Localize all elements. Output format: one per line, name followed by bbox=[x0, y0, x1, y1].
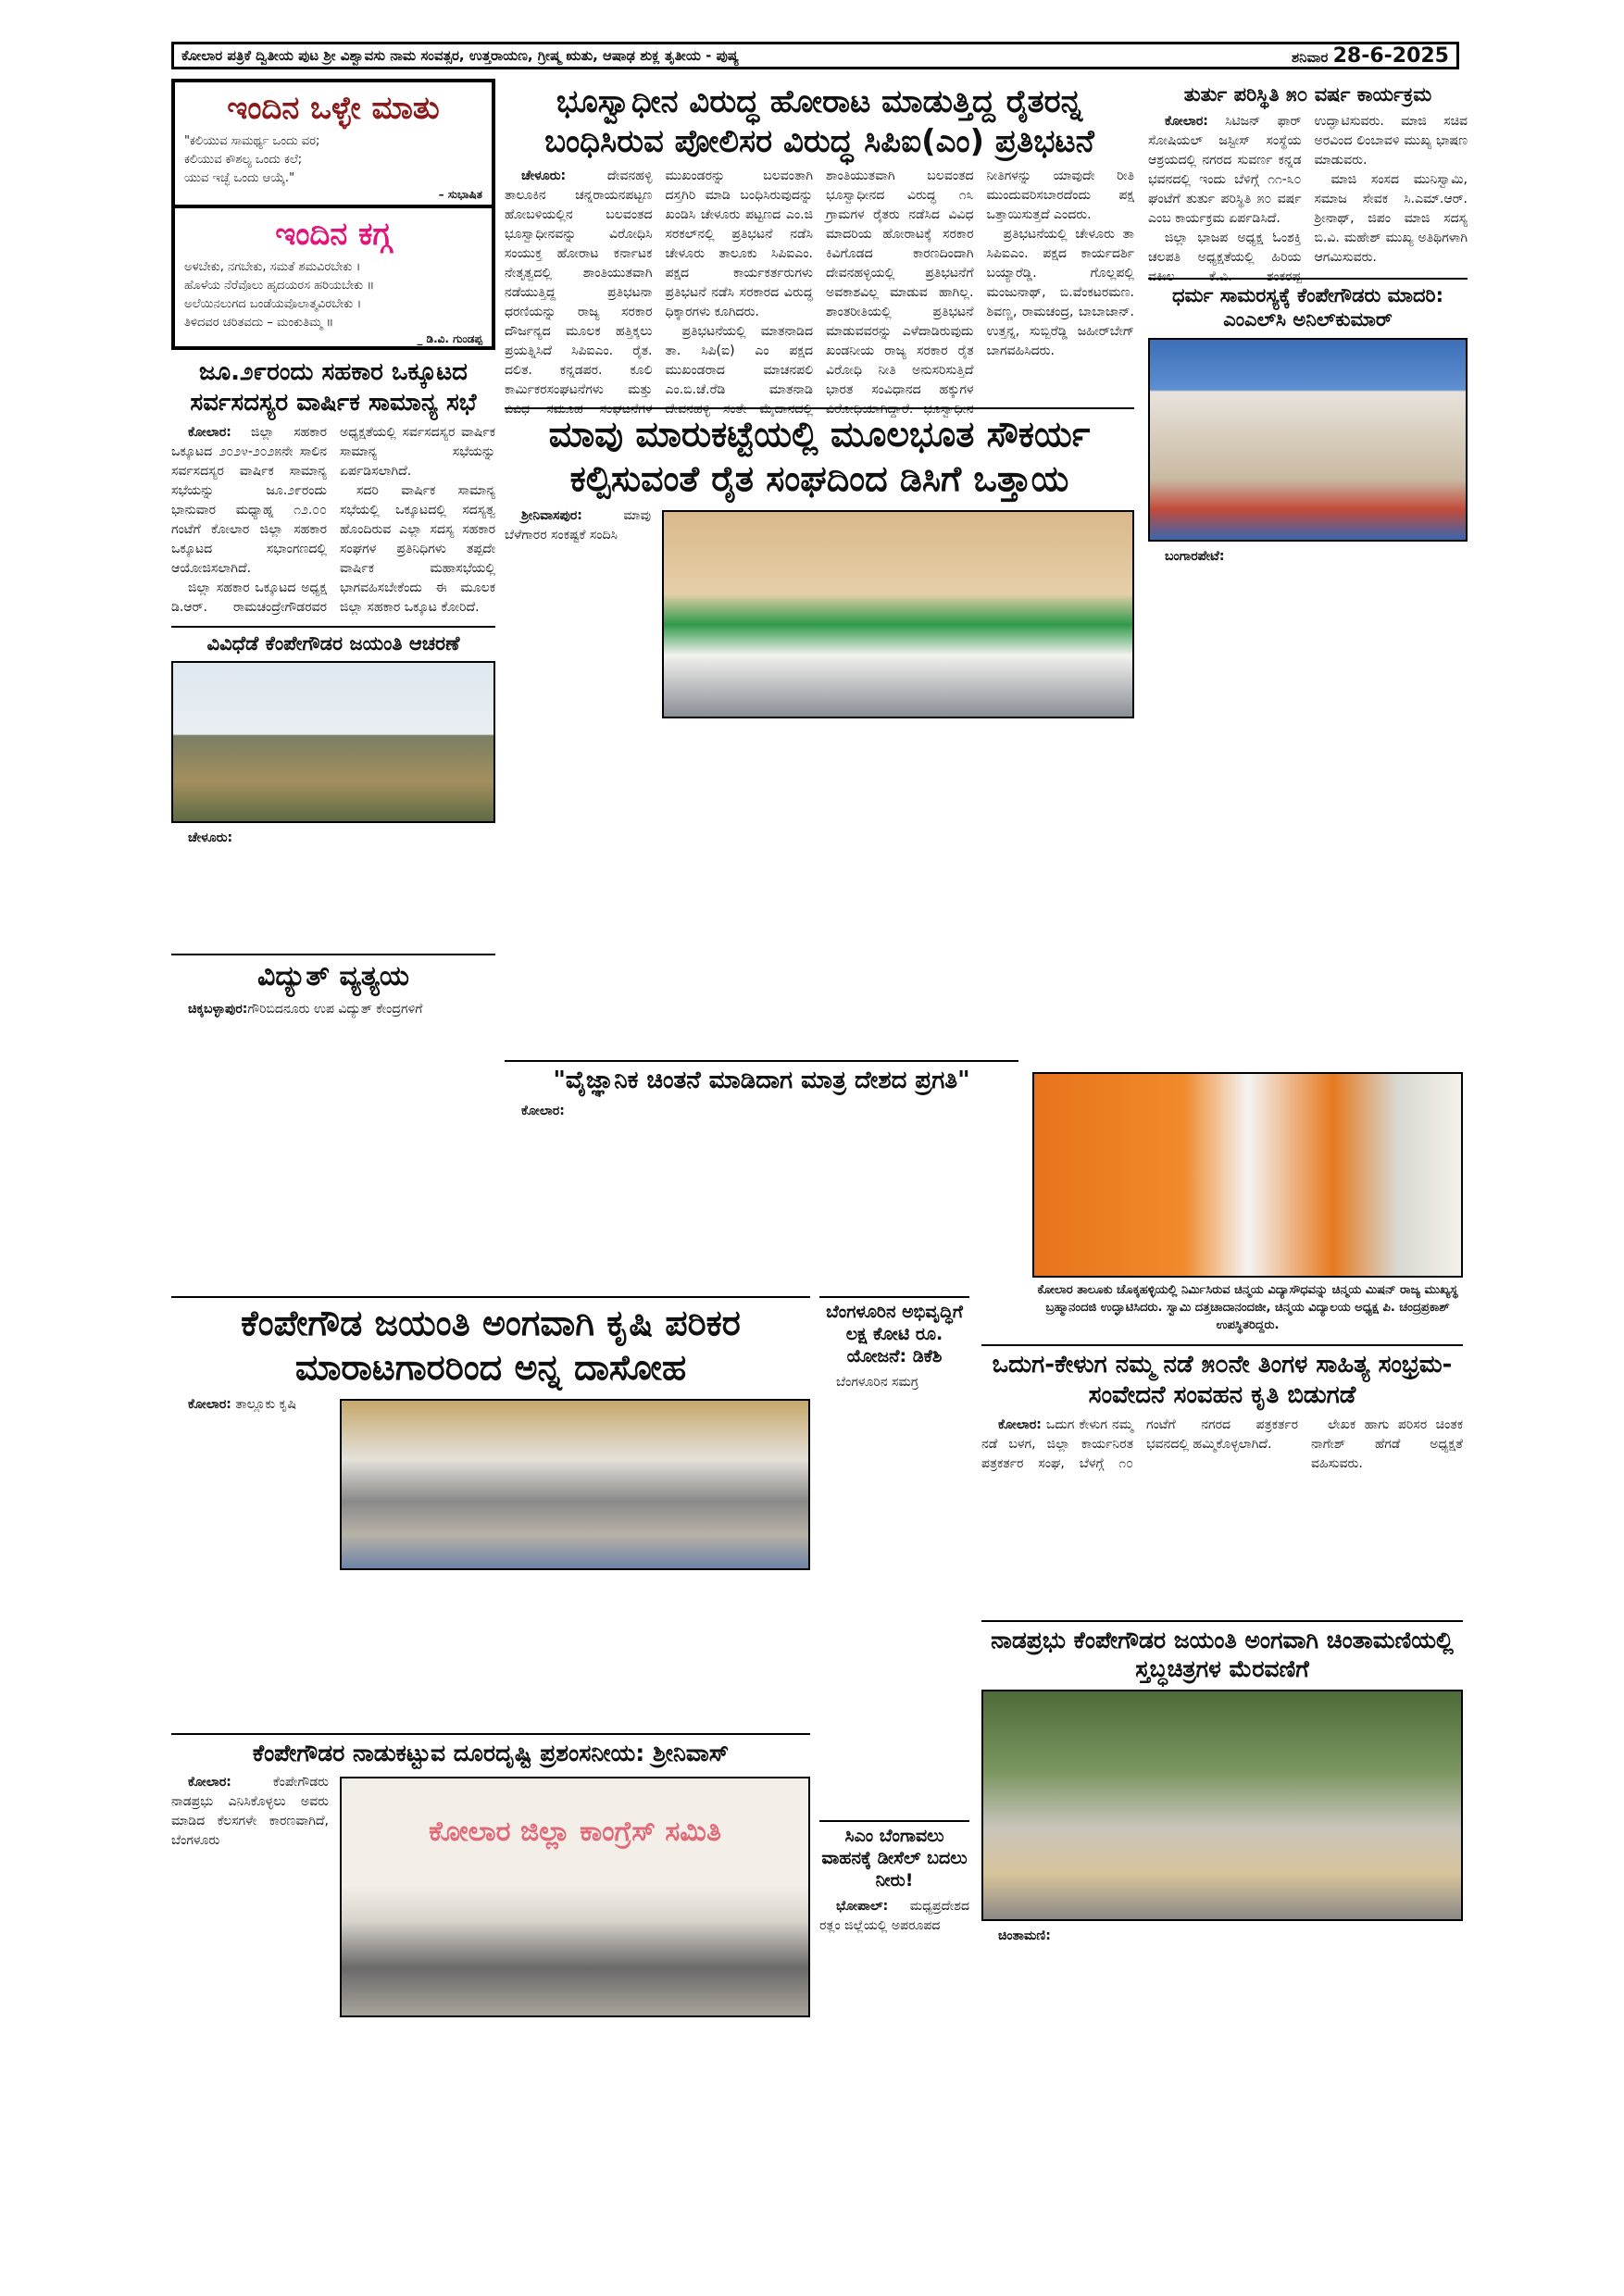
congress-meeting-photo bbox=[340, 1777, 810, 2017]
article-bengaluru-development bbox=[819, 1296, 969, 1815]
headline: ನಾಡಪ್ರಭು ಕೆಂಪೇಗೌಡರ ಜಯಂತಿ ಅಂಗವಾಗಿ ಚಿಂತಾಮಣಿಯಲ್ಲಿ ಸ್ತಬ್ಧಚಿತ್ರಗಳ ಮೆರವಣಿಗೆ bbox=[991, 1627, 1454, 1683]
article-cm-convoy bbox=[819, 1820, 969, 2274]
article-body: ಚೇಳೂರು: bbox=[188, 830, 233, 846]
farmers-mango-photo bbox=[662, 510, 1134, 718]
celebration-photo bbox=[171, 661, 495, 823]
article-body: ಕೋಲಾರ: ಸಿಟಿಜನ್ ಫಾರ್ ಸೋಷಿಯಲ್ ಜಸ್ಟೀಸ್ ಸಂಸ್ಥೆಯ ಆಶ್ರಯದಲ್ಲಿ ನಗರದ ಸುವರ್ಣ ಕನ್ನಡ ಭವನದಲ್ಲಿ ಇಂದು ಬೆಳಿಗ್ಗೆ ೧೧-೩೦ ಘಂಟೆಗೆ ತುರ್ತು ಪರಿಸ್ಥಿತಿ ೫೦ ವರ್ಷ ಎಂಬ ಕಾರ್ಯಕ್ರಮ ಏರ್ಪಡಿಸಿದೆ. ಜಿಲ್ಲಾ ಭಾಜಪ ಅಧ್ಯಕ್ಷ ಓಂಶಕ್ತಿ ಚಲಪತಿ ಅಧ್ಯಕ್ಷತೆಯಲ್ಲಿ ಹಿರಿಯ ವಕೀಲ ಕೆ.ವಿ. ಶಂಕರಪ್ಪ ಉದ್ಘಾಟಿಸುವರು. ಮಾಜಿ ಸಚಿವ ಅರವಿಂದ ಲಿಂಬಾವಳಿ ಮುಖ್ಯ ಭಾಷಣ ಮಾಡುವರು. ಮಾಜಿ ಸಂಸದ ಮುನಿಸ್ವಾಮಿ, ಸಮಾಜ ಸೇವಕ ಸಿ.ಎಮ್.ಆರ್. ಶ್ರೀನಾಥ್, ಜಿಪಂ ಮಾಜಿ ಸದಸ್ಯ ಬಿ.ವಿ. ಮಹೇಶ್ ಮುಖ್ಯ ಅತಿಥಿಗಳಾಗಿ ಆಗಮಿಸುವರು. bbox=[1148, 114, 1468, 285]
article-body: ಕೋಲಾರ: ಒದುಗ ಕೇಳುಗ ನಮ್ಮ ನಡೆ ಬಳಗ, ಜಿಲ್ಲಾ ಕಾರ್ಯನಿರತ ಪತ್ರಕರ್ತರ ಸಂಘ, ಬೆಳಗ್ಗೆ ೧೦ ಗಂಟೆಗೆ ನಗರದ ಪತ್ರಕರ್ತರ ಭವನದಲ್ಲಿ ಹಮ್ಮಿಕೊಳ್ಳಲಾಗಿದೆ. ಲೇಖಕ ಹಾಗು ಪರಿಸರ ಚಿಂತಕ ನಾಗೇಶ್ ಹೆಗಡೆ ಅಧ್ಯಕ್ಷತೆ ವಹಿಸುವರು. bbox=[981, 1417, 1463, 1471]
headline: ಧರ್ಮ ಸಾಮರಸ್ಯಕ್ಕೆ ಕೆಂಪೇಗೌಡರು ಮಾದರಿ: ಎಂಎಲ್‌ಸಿ ಅನಿಲ್‌ಕುಮಾರ್ bbox=[1171, 284, 1444, 331]
article-mango-market bbox=[505, 407, 1134, 1055]
quote-of-the-day-box bbox=[171, 79, 495, 208]
page-header bbox=[171, 42, 1459, 69]
headline: ಭೂಸ್ವಾಧೀನ ವಿರುದ್ಧ ಹೋರಾಟ ಮಾಡುತ್ತಿದ್ದ ರೈತರನ್ನ ಬಂಧಿಸಿರುವ ಪೋಲಿಸರ ವಿರುದ್ಧ ಸಿಪಿಐ(ಎಂ) ಪ್ರತಿಭಟನೆ bbox=[544, 83, 1094, 160]
quote-title: ಇಂದಿನ ಒಳ್ಳೇ ಮಾತು bbox=[227, 90, 440, 127]
article-body: ಕೋಲಾರ: ಜಿಲ್ಲಾ ಸಹಕಾರ ಒಕ್ಕೂಟದ ೨೦೨೪-೨೦೨೫ನೇ ಸಾಲಿನ ಸರ್ವಸದಸ್ಯರ ವಾರ್ಷಿಕ ಸಾಮಾನ್ಯ ಸಭೆಯನ್ನು ಜೂ.೨೯ರಂದು ಭಾನುವಾರ ಮಧ್ಯಾಹ್ನ ೧೨.೦೦ ಗಂಟೆಗೆ ಕೋಲಾರ ಜಿಲ್ಲಾ ಸಹಕಾರ ಒಕ್ಕೂಟದ ಸಭಾಂಗಣದಲ್ಲಿ ಆಯೋಜಿಸಲಾಗಿದೆ. ಜಿಲ್ಲಾ ಸಹಕಾರ ಒಕ್ಕೂಟದ ಅಧ್ಯಕ್ಷ ಡಿ.ಆರ್. ರಾಮಚಂದ್ರೇಗೌಡರವರ ಅಧ್ಯಕ್ಷತೆಯಲ್ಲಿ ಸರ್ವಸದಸ್ಯರ ವಾರ್ಷಿಕ ಸಾಮಾನ್ಯ ಸಭೆಯನ್ನು ಏರ್ಪಡಿಸಲಾಗಿದೆ. ಸದರಿ ವಾರ್ಷಿಕ ಸಾಮಾನ್ಯ ಸಭೆಯಲ್ಲಿ ಒಕ್ಕೂಟದಲ್ಲಿ ಸದಸ್ಯತ್ವ ಹೊಂದಿರುವ ಎಲ್ಲಾ ಸದಸ್ಯ ಸಹಕಾರ ಸಂಘಗಳ ಪ್ರತಿನಿಧಿಗಳು ತಪ್ಪದೇ ವಾರ್ಷಿಕ ಮಹಾಸಭೆಯಲ್ಲಿ ಭಾಗವಹಿಸಬೇಕೆಂದು ಈ ಮೂಲಕ ಜಿಲ್ಲಾ ಸಹಕಾರ ಒಕ್ಕೂಟ ಕೋರಿದೆ. bbox=[171, 425, 495, 615]
article-body: ಕೋಲಾರ: ತಾಲ್ಲೂಕು ಕೃಷಿ bbox=[188, 1397, 296, 1412]
article-literature-release bbox=[981, 1344, 1463, 1615]
article-power-outage bbox=[171, 954, 495, 1292]
article-body: ಚೇಳೂರು: ದೇವನಹಳ್ಳಿ ತಾಲೂಕಿನ ಚನ್ನರಾಯನಪಟ್ಟಣ ಹೋಬಳಿಯಲ್ಲಿನ ಬಲವಂತದ ಭೂಸ್ವಾಧೀನವನ್ನು ವಿರೋಧಿಸಿ ಸಂಯುಕ್ತ ಹೋರಾಟ ಕರ್ನಾಟಕ ನೇತೃತ್ವದಲ್ಲಿ ಶಾಂತಿಯುತವಾಗಿ ನಡೆಯುತ್ತಿದ್ದ ಪ್ರತಿಭಟನಾ ಧರಣಿಯನ್ನು ರಾಜ್ಯ ಸರಕಾರ ದೌರ್ಜನ್ಯದ ಮೂಲಕ ಹತ್ತಿಕ್ಕಲು ಪ್ರಯತ್ನಿಸಿದೆ ಸಿಪಿಐಎಂ. ರೈತ. ದಲಿತ. ಕನ್ನಡಪರ. ಕೂಲಿ ಕಾರ್ಮಿಕರಸಂಘಟನೆಗಳು ಮತ್ತು ವಿವಿಧ ಸಮೂಹ ಸಂಘಟನೆಗಳ ಮುಖಂಡರನ್ನು ಬಲವಂತಾಗಿ ದಸ್ತಗಿರಿ ಮಾಡಿ ಬಂಧಿಸಿರುವುದನ್ನು ಖಂಡಿಸಿ ಚೇಳೂರು ಪಟ್ಟಣದ ಎಂ.ಜಿ ಸರಕಲ್‌ನಲ್ಲಿ ಪ್ರತಿಭಟನೆ ನಡೆಸಿ ಚೇಳೂರು ತಾಲೂಕು ಸಿಪಿಐಎಂ. ಪಕ್ಷದ ಕಾರ್ಯಕರ್ತರುಗಳು ಪ್ರತಿಭಟನೆ ನಡೆಸಿ ಸರಕಾರದ ವಿರುದ್ಧ ಧಿಕ್ಕಾರಗಳು ಕೂಗಿದರು. ಪ್ರತಿಭಟನೆಯಲ್ಲಿ ಮಾತನಾಡಿದ ತಾ. ಸಿಪಿ(ಐ) ಎಂ ಪಕ್ಷದ ಮುಖಂಡರಾದ ಮಾಚನಪಲಿ ಎಂ.ಬಿ.ಚೆ.ರೆಡಿ ಮಾತನಾಡಿ ದೇವನಹಳ್ಳಿ ಸಂತೇ ಮೈದಾನದಲ್ಲಿ ಶಾಂತಿಯುತವಾಗಿ ಬಲವಂತದ ಭೂಸ್ವಾಧೀನದ ವಿರುದ್ಧ ೧೩ ಗ್ರಾಮಗಳ ರೈತರು ನಡೆಸಿದ ವಿವಿಧ ಮಾದರಿಯ ಹೋರಾಟಕ್ಕೆ ಸರಕಾರ ಕಿವಿಗೊಡದ ಕಾರಣದಿಂದಾಗಿ ದೇವನಹಳ್ಳಿಯಲ್ಲಿ ಪ್ರತಿಭಟನೆಗೆ ಅವಕಾಶವಿಲ್ಲ ಮಾಡುವ ಹಾಗಿಲ್ಲ. ಶಾಂತರೀತಿಯಲ್ಲಿ ಪ್ರತಿಭಟನೆ ಮಾಡುವವರನ್ನು ಎಳೆದಾಡಿರುವುದು ಖಂಡನೀಯ ರಾಜ್ಯ ಸರಕಾರ ರೈತ ವಿರೋಧಿ ನೀತಿ ಅನುಸರಿಸುತ್ತಿದೆ ಭಾರತ ಸಂವಿಧಾನದ ಹಕ್ಕುಗಳ ವಿರೋಧಿಯಾಗಿದ್ದಾರೆ. ಭೂಸ್ವಾಧೀನ ನೀತಿಗಳನ್ನು ಯಾವುದೇ ರೀತಿ ಮುಂದುವರಿಸಬಾರದೆಂದು ಪಕ್ಷ ಒತ್ತಾಯಿಸುತ್ತದೆ ಎಂದರು. ಪ್ರತಿಭಟನೆಯಲ್ಲಿ ಚೇಳೂರು ತಾ ಸಿಪಿಐಎಂ. ಪಕ್ಷದ ಕಾರ್ಯದರ್ಶಿ ಬಯ್ಯಾರೆಡ್ಡಿ. ಗೊಲ್ಲಪಲ್ಲಿ ಮಂಜುನಾಥ್, ಬಿ.ವೆಂಕಟರಮಣ. ಶಿವಣ್ಣ, ರಾಮಚಂದ್ರ, ಬಾಬಾಜಾನ್. ಉತ್ತನ್ನ, ಸುಬ್ಬಿರೆಡ್ಡಿ ಜಹೀರ್‌ಬೇಗ್ ಬಾಗವಹಿಸಿದರು. bbox=[505, 168, 1134, 417]
quote-text: "ಕಲಿಯುವ ಸಾಮರ್ಥ್ಯ ಒಂದು ವರ; ಕಲಿಯುವ ಕೌಶಲ್ಯ ಒಂದು ಕಲೆ; ಯುವ ಇಚ್ಛೆ ಒಂದು ಆಯ್ಕೆ." bbox=[184, 134, 320, 185]
article-srinivas-praise bbox=[171, 1733, 810, 2274]
article-body: ಚಿಂತಾಮಣಿ: bbox=[998, 1928, 1051, 1943]
header-date: ಶನಿವಾರ 28-6-2025 bbox=[1291, 44, 1449, 68]
kagga-title: ಇಂದಿನ ಕಗ್ಗ bbox=[275, 216, 392, 253]
kagga-box bbox=[171, 205, 495, 350]
kagga-text: ಅಳಬೇಕು, ನಗಬೇಕು, ಸಮತೆ ಶಮವಿರಬೇಕು । ಹೊಳೆಯ ನೆರೆವೊಲು ಹೃದಯರಸ ಹರಿಯಬೇಕು ॥ ಅಲೆಯಿನಲುಗದ ಬಂಡೆಯವೊಲಾತ್ಮವಿರಬೇಕು । ತಿಳಿದವರ ಚರಿತವದು – ಮಂಕುತಿಮ್ಮ ॥ bbox=[184, 260, 375, 330]
article-body: ಶ್ರೀನಿವಾಸಪುರ: ಮಾವು ಬೆಳೆಗಾರರ ಸಂಕಷ್ಟಕೆ ಸಂದಿಸಿ bbox=[505, 508, 651, 543]
article-anna-dasoha bbox=[171, 1296, 810, 1727]
header-issue-info: ಕೋಲಾರ ಪತ್ರಿಕೆ ದ್ವಿತೀಯ ಪುಟ ಶ್ರೀ ವಿಶ್ವಾವಸು ನಾಮ ಸಂವತ್ಸರ, ಉತ್ತರಾಯಣ, ಗ್ರೀಷ್ಮ ಋತು, ಆಷಾಢ ಶುಕ್ಲ ತೃತೀಯ - ಪುಷ್ಯ bbox=[181, 47, 740, 64]
article-body: ಚಿಕ್ಕಬಳ್ಳಾಪುರ:ಗೌರಿಬಿದನೂರು ಉಪ ವಿದ್ಯುತ್ ಕೇಂದ್ರಗಳಿಗೆ bbox=[188, 1001, 423, 1017]
article-body: ಕೋಲಾರ: bbox=[521, 1103, 565, 1118]
article-emergency-50-years bbox=[1148, 79, 1468, 285]
article-body: ಕೋಲಾರ: ಕೆಂಪೇಗೌಡರು ನಾಡಪ್ರಭು ಎನಿಸಿಕೊಳ್ಳಲು ಅವರು ಮಾಡಿದ ಕೆಲಸಗಳೇ ಕಾರಣವಾಗಿದೆ, ಬೆಂಗಳೂರು bbox=[171, 1775, 329, 1849]
dharma-event-photo bbox=[1148, 338, 1468, 542]
article-body: ಭೋಪಾಲ್: ಮಧ್ಯಪ್ರದೇಶದ ರತ್ಲಂ ಜಿಲ್ಲೆಯಲ್ಲಿ ಅಪರೂಪದ bbox=[819, 1899, 969, 1934]
headline: ತುರ್ತು ಪರಿಸ್ಥಿತಿ ೫೦ ವರ್ಷ ಕಾರ್ಯಕ್ರಮ bbox=[1183, 83, 1432, 106]
headline: ವಿದ್ಯುತ್ ವ್ಯತ್ಯಯ bbox=[256, 960, 410, 992]
kagga-attribution: _ ಡಿ.ವಿ. ಗುಂಡಪ್ಪ bbox=[417, 332, 482, 345]
headline: ವಿವಿಧೆಡೆ ಕೆಂಪೇಗೌಡರ ಜಯಂತಿ ಆಚರಣೆ bbox=[206, 632, 460, 655]
headline: ಮಾವು ಮಾರುಕಟ್ಟೆಯಲ್ಲಿ ಮೂಲಭೂತ ಸೌಕರ್ಯ ಕಲ್ಪಿಸುವಂತೆ ರೈತ ಸಂಘದಿಂದ ಡಿಸಿಗೆ ಒತ್ತಾಯ bbox=[548, 414, 1091, 499]
headline: ಒದುಗ-ಕೇಳುಗ ನಮ್ಮ ನಡೆ ೫೦ನೇ ತಿಂಗಳ ಸಾಹಿತ್ಯ ಸಂಭ್ರಮ-ಸಂವೇದನೆ ಸಂವಹನ ಕೃತಿ ಬಿಡುಗಡೆ bbox=[992, 1351, 1453, 1409]
headline: ಕೆಂಪೇಗೌಡ ಜಯಂತಿ ಅಂಗವಾಗಿ ಕೃಷಿ ಪರಿಕರ ಮಾರಾಟಗಾರರಿಂದ ಅನ್ನ ದಾಸೋಹ bbox=[241, 1303, 741, 1388]
food-serving-photo bbox=[340, 1399, 810, 1570]
photo-caption: ಕೋಲಾರ ತಾಲೂಕು ಚೊಕ್ಕಹಳ್ಳಿಯಲ್ಲಿ ನಿರ್ಮಿಸಿರುವ ಚಿನ್ಮಯ ವಿದ್ಯಾಸೌಧವನ್ನು ಚಿನ್ಮಯ ಮಿಷನ್ ರಾಜ್ಯ ಮುಖ್ಯಸ್ಥ ಬ್ರಹ್ಮಾನಂದಜಿ ಉದ್ಘಾಟಿಸಿದರು. ಸ್ವಾಮಿ ದತ್ತಚಾದಾನಂದಜೀ, ಚಿನ್ಮಯ ವಿದ್ಯಾಲಯ ಅಧ್ಯಕ್ಷ ಪಿ. ಚಂದ್ರಪ್ರಕಾಶ್ ಉಪಸ್ಥಿತರಿದ್ದರು. bbox=[1037, 1283, 1458, 1332]
quote-attribution: – ಸುಭಾಷಿತ bbox=[438, 188, 482, 201]
headline: "ವೈಜ್ಞಾನಿಕ ಚಿಂತನೆ ಮಾಡಿದಾಗ ಮಾತ್ರ ದೇಶದ ಪ್ರಗತಿ" bbox=[553, 1067, 970, 1094]
article-cooperative bbox=[171, 354, 495, 622]
article-tableaux-procession bbox=[981, 1620, 1463, 2274]
article-celebrations bbox=[171, 626, 495, 950]
banner-text: ಕೋಲಾರ ಜಿಲ್ಲಾ ಕಾಂಗ್ರೆಸ್ ಸಮಿತಿ bbox=[429, 1816, 721, 1849]
headline: ಕೆಂಪೇಗೌಡರ ನಾಡುಕಟ್ಟುವ ದೂರದೃಷ್ಟಿ ಪ್ರಶಂಸನೀಯ: ಶ್ರೀನಿವಾಸ್ bbox=[252, 1740, 730, 1766]
headline: ಜೂ.೨೯ರಂದು ಸಹಕಾರ ಒಕ್ಕೂಟದ ಸರ್ವಸದಸ್ಯರ ವಾರ್ಷಿಕ ಸಾಮಾನ್ಯ ಸಭೆ bbox=[190, 358, 477, 417]
headline: ಸಿಎಂ ಬೆಂಗಾವಲು ವಾಹನಕ್ಕೆ ಡೀಸೆಲ್ ಬದಲು ನೀರು! bbox=[821, 1826, 968, 1890]
headline: ಬೆಂಗಳೂರಿನ ಅಭಿವೃದ್ಧಿಗೆ ಲಕ್ಷ ಕೋಟಿ ರೂ. ಯೋಜನೆ: ಡಿಕೆಶಿ bbox=[826, 1302, 963, 1366]
chinmaya-inauguration-photo bbox=[1032, 1072, 1463, 1278]
article-dharma-kempegowda bbox=[1148, 278, 1468, 1055]
chinmaya-photo-block bbox=[1032, 1072, 1463, 1336]
article-scientific-thinking bbox=[505, 1060, 1018, 1292]
article-body: ಬೆಂಗಳೂರಿನ ಸಮಗ್ರ bbox=[836, 1375, 918, 1391]
procession-photo bbox=[981, 1690, 1463, 1921]
article-body: ಬಂಗಾರಪೇಟೆ: bbox=[1165, 548, 1225, 564]
article-cpim-protest bbox=[505, 79, 1134, 417]
